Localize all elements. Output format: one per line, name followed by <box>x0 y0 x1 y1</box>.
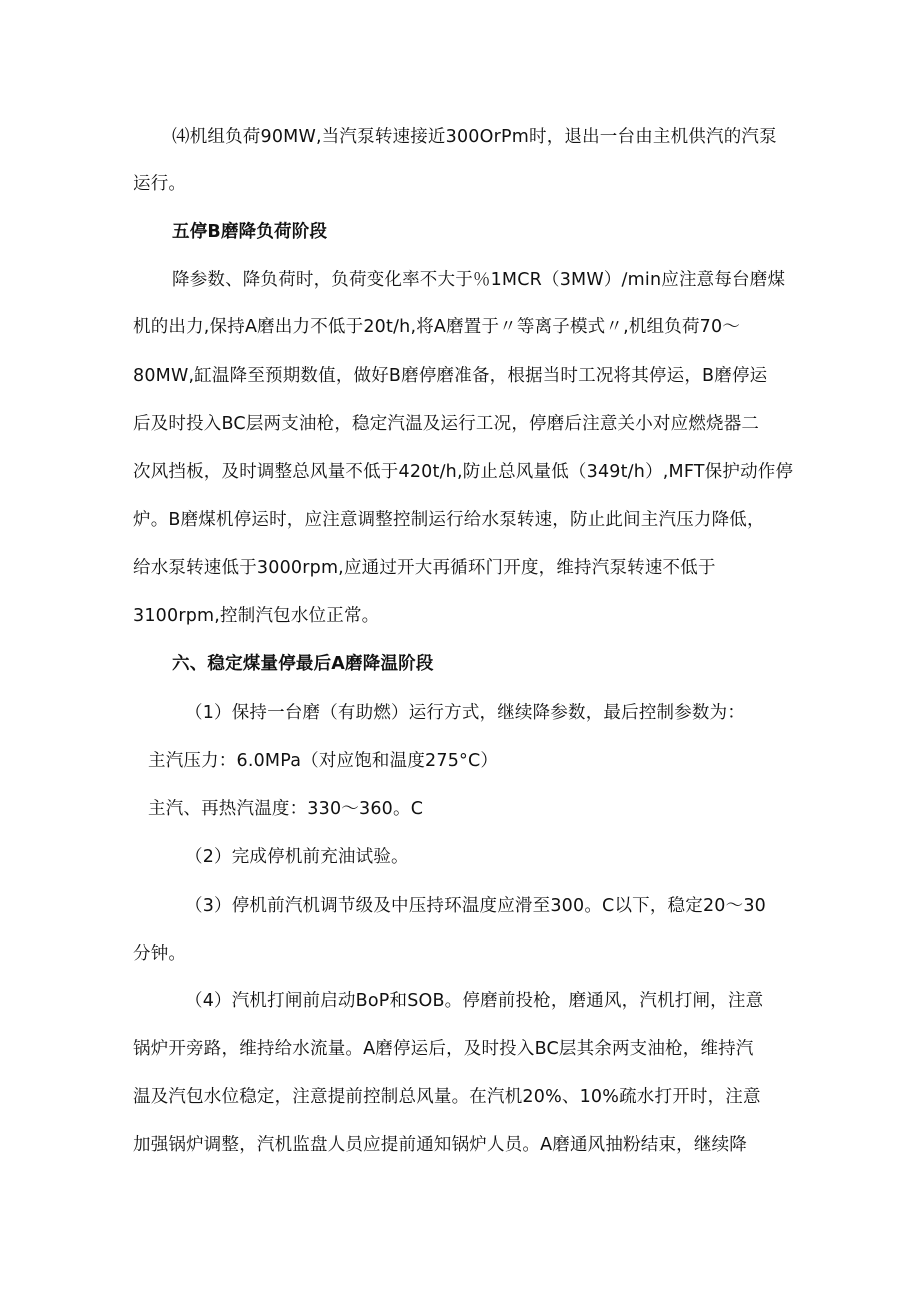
item-2-line: （2）完成停机前充油试验。 <box>185 847 409 867</box>
steam-temperature-line: 主汽、再热汽温度：330～360。C <box>148 799 424 819</box>
section-5-line-3: 80MW,缸温降至预期数值，做好B磨停磨准备，根据当时工况将其停运，B磨停运 <box>133 366 768 386</box>
main-steam-pressure-line: 主汽压力：6.0MPa（对应饱和温度275°C） <box>148 751 499 771</box>
section-5-line-1: 降参数、降负荷时，负荷变化率不大于％1MCR（3MW）∕min应注意每台磨煤 <box>172 270 786 290</box>
paragraph-4-line-1: ⑷机组负荷90MW,当汽泵转速接近300OrPm时，退出一台由主机供汽的汽泵 <box>172 127 777 147</box>
item-3-line-2: 分钟。 <box>133 944 187 964</box>
section-5-line-8: 3100rpm,控制汽包水位正常。 <box>133 606 380 626</box>
item-4-line-2: 锅炉开旁路，维持给水流量。A磨停运后，及时投入BC层其余两支油枪，维持汽 <box>133 1039 754 1059</box>
paragraph-4-line-2: 运行。 <box>133 174 187 194</box>
section-5-line-2: 机的出力,保持A磨出力不低于20t∕h,将A磨置于〃等离子模式〃,机组负荷70～ <box>133 317 741 337</box>
item-4-line-4: 加强锅炉调整，汽机监盘人员应提前通知锅炉人员。A磨通风抽粉结束，继续降 <box>133 1135 747 1155</box>
section-heading-5: 五停B磨降负荷阶段 <box>172 222 328 242</box>
section-heading-6: 六、稳定煤量停最后A磨降温阶段 <box>172 654 434 674</box>
section-5-line-5: 次风挡板，及时调整总风量不低于420t∕h,防止总风量低（349t∕h）,MFT保护动作停 <box>133 462 794 482</box>
item-3-line-1: （3）停机前汽机调节级及中压持环温度应滑至300。C以下，稳定20～30 <box>185 896 766 916</box>
section-5-line-7: 给水泵转速低于3000rpm,应通过开大再循环门开度，维持汽泵转速不低于 <box>133 558 716 578</box>
item-1-line: （1）保持一台磨（有助燃）运行方式，继续降参数，最后控制参数为： <box>185 703 746 723</box>
item-4-line-1: （4）汽机打闸前启动BoP和SOB。停磨前投枪，磨通风，汽机打闸，注意 <box>185 991 764 1011</box>
item-4-line-3: 温及汽包水位稳定，注意提前控制总风量。在汽机20%、10%疏水打开时，注意 <box>133 1087 761 1107</box>
section-5-line-4: 后及时投入BC层两支油枪，稳定汽温及运行工况，停磨后注意关小对应燃烧器二 <box>133 414 760 434</box>
section-5-line-6: 炉。B磨煤机停运时，应注意调整控制运行给水泵转速，防止此间主汽压力降低， <box>133 510 765 530</box>
